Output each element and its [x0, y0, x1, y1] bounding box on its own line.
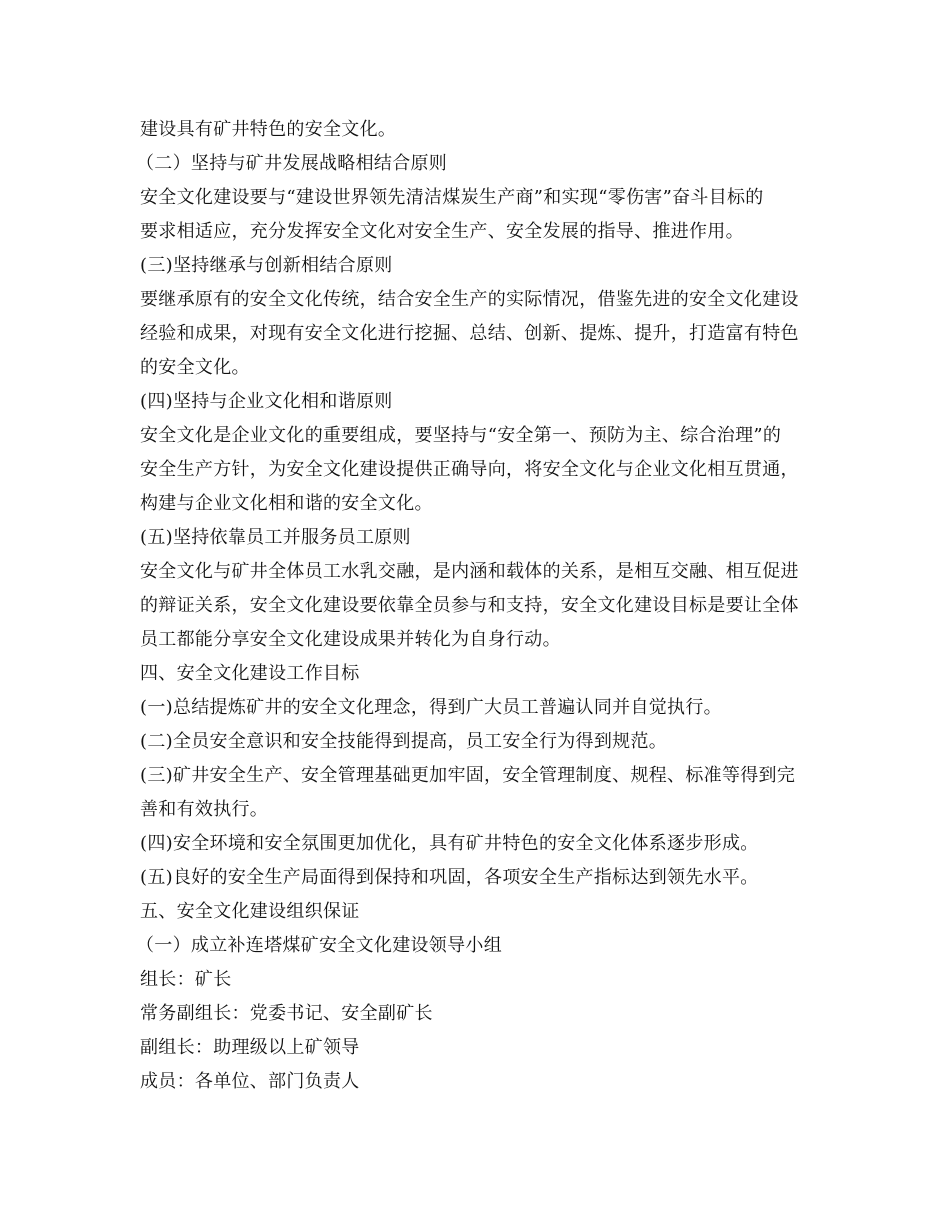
paragraph-line: 员工都能分享安全文化建设成果并转化为自身行动。: [140, 629, 561, 650]
paragraph-line: 安全生产方针，为安全文化建设提供正确导向，将安全文化与企业文化相互贯通，: [140, 459, 799, 480]
paragraph-line: 要求相适应，充分发挥安全文化对安全生产、安全发展的指导、推进作用。: [140, 221, 744, 242]
paragraph-line: 经验和成果，对现有安全文化进行挖掘、总结、创新、提炼、提升，打造富有特色: [140, 323, 799, 344]
role-line: 组长：矿长: [140, 969, 232, 990]
paragraph-line: 建设具有矿井特色的安全文化。: [140, 119, 397, 140]
paragraph-line: 构建与企业文化相和谐的安全文化。: [140, 493, 433, 514]
paragraph-line: 安全文化是企业文化的重要组成，要坚持与“安全第一、预防为主、综合治理”的: [140, 425, 782, 446]
paragraph-line: 的辩证关系，安全文化建设要依靠全员参与和支持，安全文化建设目标是要让全体: [140, 595, 799, 616]
list-item: (五)良好的安全生产局面得到保持和巩固，各项安全生产指标达到领先水平。: [140, 867, 759, 888]
document-page: [136, 113, 830, 1099]
section-heading: （二）坚持与矿井发展战略相结合原则: [136, 153, 448, 174]
section-heading: (五)坚持依靠员工并服务员工原则: [140, 527, 411, 548]
section-heading: 四、安全文化建设工作目标: [140, 663, 360, 684]
role-line: 常务副组长：党委书记、安全副矿长: [140, 1003, 433, 1024]
section-heading: (三)坚持继承与创新相结合原则: [140, 255, 393, 276]
paragraph-line: 的安全文化。: [140, 357, 250, 378]
list-item: (三)矿井安全生产、安全管理基础更加牢固，安全管理制度、规程、标准等得到完: [140, 765, 796, 786]
paragraph-line: 安全文化建设要与“建设世界领先清洁煤炭生产商”和实现“零伤害”奋斗目标的: [140, 187, 764, 208]
role-line: 成员：各单位、部门负责人: [140, 1071, 360, 1092]
paragraph-line: 要继承原有的安全文化传统，结合安全生产的实际情况，借鉴先进的安全文化建设: [140, 289, 799, 310]
list-item: (四)安全环境和安全氛围更加优化，具有矿井特色的安全文化体系逐步形成。: [140, 833, 759, 854]
role-line: 副组长：助理级以上矿领导: [140, 1037, 360, 1058]
paragraph-line: 安全文化与矿井全体员工水乳交融，是内涵和载体的关系，是相互交融、相互促进: [140, 561, 799, 582]
list-item: (二)全员安全意识和安全技能得到提高，员工安全行为得到规范。: [140, 731, 668, 752]
section-heading: （一）成立补连塔煤矿安全文化建设领导小组: [136, 935, 502, 956]
section-heading: (四)坚持与企业文化相和谐原则: [140, 391, 393, 412]
list-item: 善和有效执行。: [140, 799, 269, 820]
list-item: (一)总结提炼矿井的安全文化理念，得到广大员工普遍认同并自觉执行。: [140, 697, 722, 718]
section-heading: 五、安全文化建设组织保证: [140, 901, 360, 922]
